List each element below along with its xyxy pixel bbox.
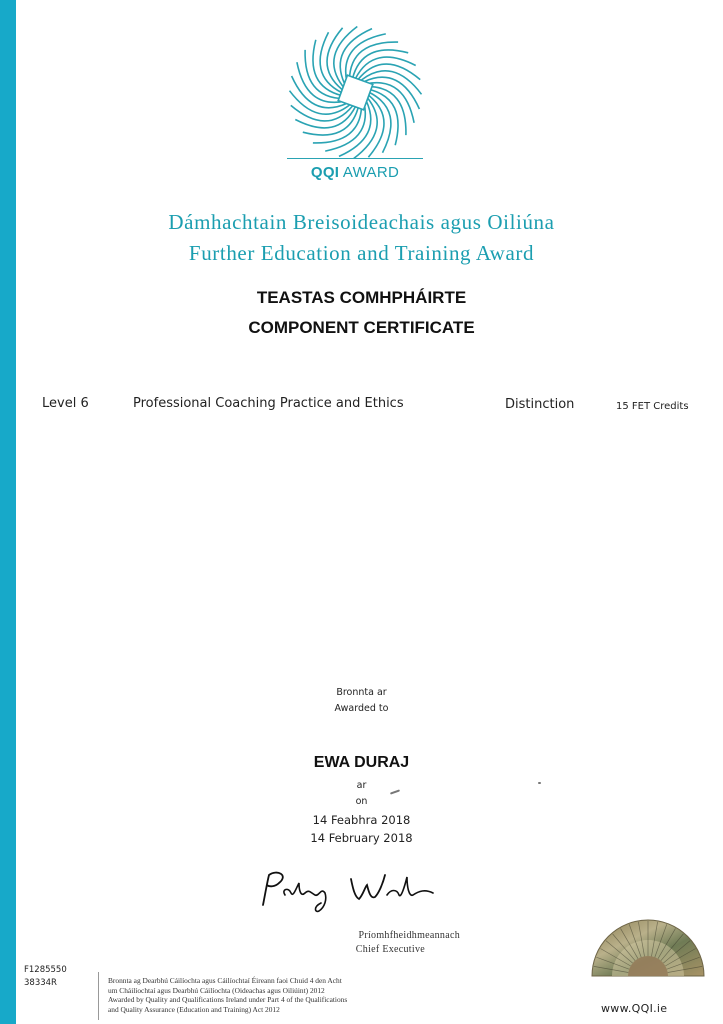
logo-spiral-stroke <box>356 57 416 78</box>
award-label-strong: QQI <box>310 164 340 181</box>
hologram-seal-icon <box>590 908 706 978</box>
qqi-spiral-logo <box>283 20 428 165</box>
signatory-title-irish: Príomhfheidhmeannach <box>358 930 460 941</box>
logo-spiral-stroke <box>368 86 406 135</box>
component-credits: 15 FET Credits <box>616 401 689 412</box>
component-level: Level 6 <box>42 396 89 411</box>
footer-divider <box>98 972 99 1020</box>
award-date-english: 14 February 2018 <box>310 831 413 845</box>
serial-number-1: F1285550 <box>24 965 67 975</box>
award-label-rest: AWARD <box>339 164 400 181</box>
certificate-type-irish: TEASTAS COMHPHÁIRTE <box>256 288 467 307</box>
logo-spiral-stroke <box>370 93 391 153</box>
certificate-type-english: COMPONENT CERTIFICATE <box>248 318 475 337</box>
on-irish: ar <box>356 780 367 791</box>
awardee-name: EWA DURAJ <box>313 754 410 771</box>
qqi-award-label <box>250 164 460 181</box>
website-link[interactable]: www.QQI.ie <box>601 1002 668 1015</box>
chief-executive-signature <box>255 865 445 915</box>
awarded-to-english: Awarded to <box>334 703 389 714</box>
serial-numbers <box>24 964 67 990</box>
legal-statement <box>108 976 428 1014</box>
legal-line-1: Bronnta ag Dearbhú Cáilíochta agus Cáilíochtaí Éireann faoi Chuid 4 den Acht <box>108 976 342 985</box>
serial-number-2: 38334R <box>24 978 57 988</box>
on-english: on <box>355 796 368 807</box>
logo-spiral-stroke <box>313 105 362 143</box>
award-date-irish: 14 Feabhra 2018 <box>312 813 411 827</box>
signatory-title-english: Chief Executive <box>355 944 425 955</box>
logo-spiral-stroke <box>349 42 398 80</box>
sidebar-stripe <box>0 0 16 1024</box>
legal-line-2: um Cháilíochtaí agus Dearbhú Cáilíochta (Oideachas agus Oiliúint) 2012 <box>108 985 325 995</box>
logo-spiral-stroke <box>295 107 355 128</box>
logo-spiral-stroke <box>320 32 341 92</box>
legal-line-3: Awarded by Quality and Qualifications Ireland under Part 4 of the Qualifications <box>108 995 348 1005</box>
title-english: Further Education and Training Award <box>188 241 535 265</box>
logo-spiral-stroke <box>305 50 343 99</box>
scan-speck <box>538 782 541 784</box>
title-irish: Dámhachtain Breisoideachais agus Oiliúna <box>168 210 555 234</box>
logo-divider <box>287 158 423 159</box>
awarded-to-irish: Bronnta ar <box>336 687 387 698</box>
legal-line-4: and Quality Assurance (Education and Training) Act 2012 <box>108 1004 280 1014</box>
component-title: Professional Coaching Practice and Ethics <box>133 396 404 411</box>
component-grade: Distinction <box>505 397 575 412</box>
